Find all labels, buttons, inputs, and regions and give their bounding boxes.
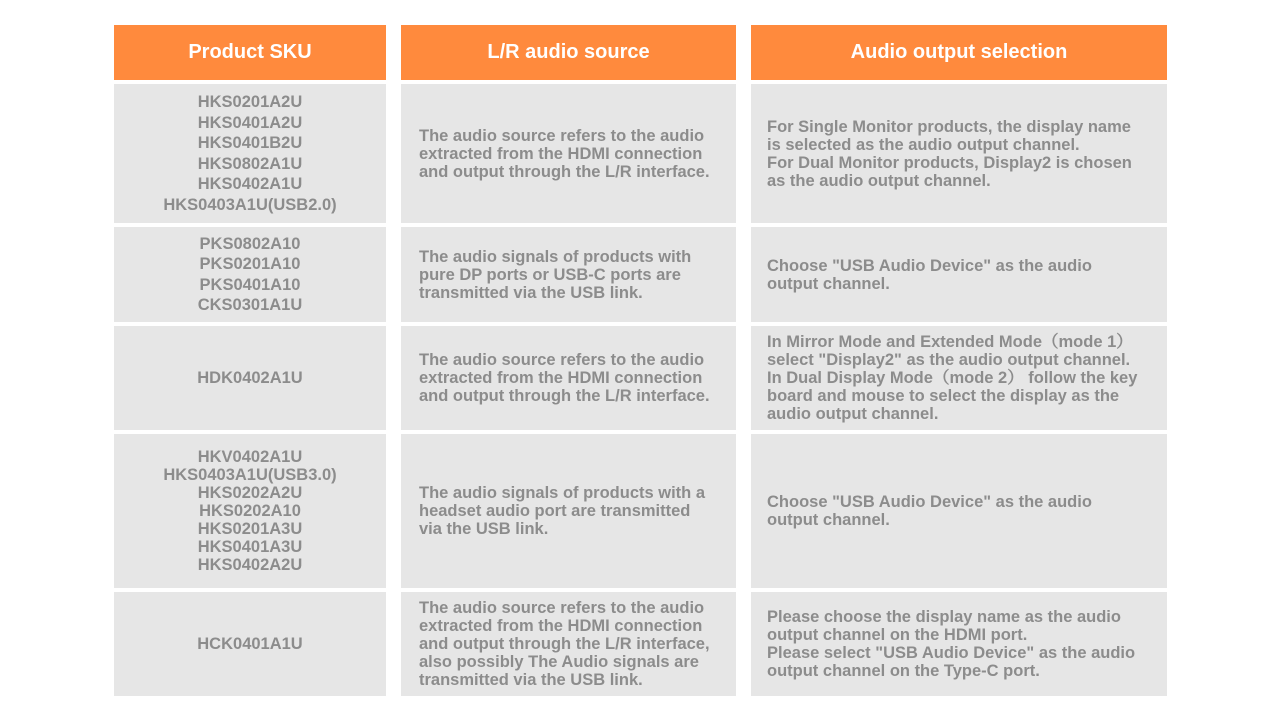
sku-item: HKS0401A3U: [197, 538, 303, 556]
sku-item: PKS0201A10: [199, 255, 301, 273]
sku-item: PKS0802A10: [199, 234, 301, 253]
audio-table: [114, 25, 1167, 696]
sku-cell: [114, 434, 386, 588]
sku-item: CKS0301A1U: [197, 296, 303, 314]
audio-selection-cell: Please choose the display name as the audio output channel on the HDMI port. Please select "USB Audio Device" as the audio output channel on the Type-C port.: [751, 592, 1167, 696]
sku-item: HKS0802A1U: [197, 154, 303, 173]
sku-cell: [114, 227, 386, 322]
audio-selection-cell: Choose "USB Audio Device" as the audio output channel.: [751, 434, 1167, 588]
sku-item: HKV0402A1U: [197, 448, 303, 466]
header-audio-output-selection: Audio output selection: [751, 25, 1167, 80]
sku-item: HKS0402A1U: [197, 175, 303, 193]
sku-item: HKS0201A3U: [197, 520, 303, 538]
audio-source-cell: The audio source refers to the audio extracted from the HDMI connection and output through the L/R interface.: [401, 326, 736, 430]
sku-item: HKS0403A1U(USB2.0): [163, 195, 337, 214]
audio-source-cell: The audio signals of products with a headset audio port are transmitted via the USB link.: [401, 434, 736, 588]
sku-item: HCK0401A1U: [197, 635, 303, 653]
audio-selection-cell: For Single Monitor products, the display name is selected as the audio output channel. For Dual Monitor products, Display2 is chosen as the audio output channel.: [751, 84, 1167, 223]
audio-source-cell: The audio source refers to the audio extracted from the HDMI connection and output through the L/R interface, also possibly The Audio signals are transmitted via the USB link.: [401, 592, 736, 696]
sku-item: HKS0403A1U(USB3.0): [163, 466, 337, 484]
audio-selection-cell: Choose "USB Audio Device" as the audio output channel.: [751, 227, 1167, 322]
table-header-row: [114, 25, 1167, 80]
header-lr-audio-source: L/R audio source: [401, 25, 736, 80]
sku-cell: [114, 84, 386, 223]
sku-cell: [114, 592, 386, 696]
sku-cell: [114, 326, 386, 430]
header-product-sku: Product SKU: [114, 25, 386, 80]
sku-item: PKS0401A10: [199, 275, 301, 294]
table-row: [114, 592, 1167, 696]
sku-item: HKS0202A10: [199, 502, 301, 520]
table-row: [114, 326, 1167, 430]
sku-item: HKS0202A2U: [197, 484, 303, 502]
audio-source-cell: The audio signals of products with pure DP ports or USB-C ports are transmitted via the USB link.: [401, 227, 736, 322]
table-row: [114, 227, 1167, 322]
sku-item: HDK0402A1U: [197, 369, 303, 387]
sku-item: HKS0401B2U: [197, 134, 303, 152]
audio-source-cell: The audio source refers to the audio extracted from the HDMI connection and output through the L/R interface.: [401, 84, 736, 223]
table-row: [114, 84, 1167, 223]
sku-item: HKS0401A2U: [197, 113, 303, 132]
audio-selection-cell: In Mirror Mode and Extended Mode（mode 1） select "Display2" as the audio output channel. In Dual Display Mode（mode 2） follow the key board and mouse to select the display as the audio output channel.: [751, 326, 1167, 430]
sku-item: HKS0201A2U: [197, 93, 303, 111]
table-row: [114, 434, 1167, 588]
sku-item: HKS0402A2U: [197, 556, 303, 574]
